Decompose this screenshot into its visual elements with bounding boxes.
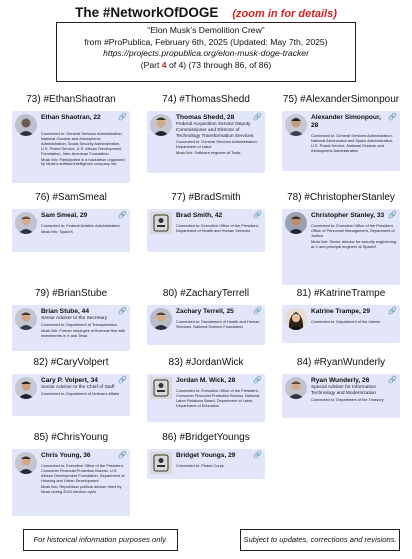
person-card[interactable] xyxy=(12,209,130,252)
link-icon[interactable]: 🔗 xyxy=(118,452,127,459)
person-photo xyxy=(15,308,37,330)
link-icon[interactable]: 🔗 xyxy=(253,114,262,121)
link-icon[interactable]: 🔗 xyxy=(388,377,397,384)
link-icon[interactable]: 🔗 xyxy=(253,212,262,219)
person-name: Brian Stube, 44 xyxy=(41,308,90,315)
person-hashtag[interactable]: 80) #ZacharyTerrell xyxy=(162,288,250,299)
person-card[interactable] xyxy=(147,111,265,173)
person-photo xyxy=(150,452,172,474)
person-photo xyxy=(15,452,37,474)
person-connections: Connected to: Federal Aviation Administration xyxy=(41,223,120,228)
person-name: Zachary Terrell, 25 xyxy=(176,308,234,315)
person-hashtag[interactable]: 83) #JordanWick xyxy=(168,357,244,368)
person-hashtag[interactable]: 81) #KatrineTrampe xyxy=(296,288,386,299)
person-photo xyxy=(285,377,307,399)
person-card[interactable] xyxy=(147,374,265,422)
source-line: from #ProPublica, February 6th, 2025 (Updated: May 7th, 2025) xyxy=(84,36,328,47)
person-name: Christopher Stanley, 33 xyxy=(311,212,385,219)
source-info-box xyxy=(56,22,356,82)
person-card[interactable] xyxy=(282,374,400,418)
person-connections: Connected to: Department of Veterans Affairs xyxy=(41,390,120,396)
person-hashtag[interactable]: 78) #ChristopherStanley xyxy=(287,192,395,203)
person-connections: Connected to: Department of the Treasury xyxy=(311,396,384,402)
person-connections: Connected to: General Services Administration, National Aeronautics and Space Administration, U.S. Postal Service, National Oceanic and Atmospheric Administration xyxy=(311,133,393,153)
link-icon[interactable]: 🔗 xyxy=(118,212,127,219)
person-photo xyxy=(285,114,307,136)
person-hashtag[interactable]: 85) #ChrisYoung xyxy=(33,432,109,443)
person-role: Senior Adviser to the Chief of Staff xyxy=(41,385,115,390)
person-card[interactable] xyxy=(282,305,400,343)
person-name: Bridget Youngs, 29 xyxy=(176,452,236,459)
person-connections: Connected to: Department of the Interior xyxy=(311,319,381,324)
part-prefix: (Part xyxy=(140,59,160,70)
person-card[interactable] xyxy=(147,209,265,252)
person-name: Sam Smeal, 29 xyxy=(41,212,88,219)
person-name: Brad Smith, 42 xyxy=(176,212,223,219)
person-connections: Connected to: General Services Administration, Department of Labor xyxy=(176,139,258,150)
person-name: Jordan M. Wick, 28 xyxy=(176,377,236,384)
link-icon[interactable]: 🔗 xyxy=(253,308,262,315)
person-connections: Connected to: General Services Administration, National Oceanic and Atmospheric Administration, Social Security Administration, U.S. Postal Service, U.S. African Development Foundation, Inter-American Foundation xyxy=(41,131,123,156)
person-photo xyxy=(150,308,172,330)
disclaimer-box: For historical information purposes only. xyxy=(23,529,178,551)
person-musk-link: Musk link: Participated in a hackathon organized by Musk's artificial intelligence company xAI xyxy=(41,156,125,167)
person-musk-link: Musk link: Republican political adviser hired by Musk during 2024 election cycle xyxy=(41,483,122,494)
part-suffix: of 4) (73 through 86, of 86) xyxy=(168,59,272,70)
person-hashtag[interactable]: 73) #EthanShaotran xyxy=(26,94,116,105)
link-icon[interactable]: 🔗 xyxy=(118,377,127,384)
person-role: Senior Adviser to the Secretary xyxy=(41,316,108,321)
person-hashtag[interactable]: 84) #RyanWunderly xyxy=(296,357,386,368)
person-musk-link: Musk link: Senior director for security engineering at X and principal engineer at SpaceX xyxy=(311,238,397,249)
page-title: The #NetworkOfDOGE xyxy=(75,5,219,20)
person-card[interactable] xyxy=(282,209,400,285)
source-url[interactable]: https://projects.propublica.org/elon-musk-doge-tracker xyxy=(103,48,309,59)
person-name: Ethan Shaotran, 22 xyxy=(41,114,101,121)
person-connections: Connected to: Department of Health and Human Services, National Science Foundation xyxy=(176,319,260,329)
person-photo xyxy=(285,212,307,234)
person-connections: Connected to: Executive Office of the President, Office of Personnel Management, Department of Justice xyxy=(311,223,395,238)
person-photo xyxy=(15,377,37,399)
link-icon[interactable]: 🔗 xyxy=(388,114,397,121)
header xyxy=(0,4,412,22)
link-icon[interactable]: 🔗 xyxy=(388,308,397,315)
person-card[interactable] xyxy=(12,374,130,416)
revision-note-box: Subject to updates, corrections and revisions. xyxy=(240,529,400,551)
subtitle: “Elon Musk’s Demolition Crew” xyxy=(147,25,265,35)
person-card[interactable] xyxy=(282,111,400,171)
person-connections: Connected to: Executive Office of the President, Consumer Financial Protection Bureau, National Labor Relations Board, Department of Labor, Department of Education xyxy=(176,388,260,408)
person-connections: Connected to: Peace Corps xyxy=(176,463,224,468)
person-photo xyxy=(150,114,172,136)
link-icon[interactable]: 🔗 xyxy=(253,452,262,459)
person-photo xyxy=(15,212,37,234)
person-role: Special Adviser for Information Technology and Modernization xyxy=(311,385,377,396)
person-hashtag[interactable]: 74) #ThomasShedd xyxy=(162,94,250,105)
person-hashtag[interactable]: 79) #BrianStube xyxy=(34,288,108,299)
link-icon[interactable]: 🔗 xyxy=(118,114,127,121)
person-card[interactable] xyxy=(147,305,265,345)
person-role: Federal Acquisition Service Deputy Commissioner and Director of Technology Transformation Services xyxy=(176,122,254,139)
person-musk-link: Musk link: Software engineer at Tesla xyxy=(176,150,241,156)
person-photo xyxy=(150,377,172,399)
link-icon[interactable]: 🔗 xyxy=(253,377,262,384)
person-connections: Connected to: Executive Office of the President, Department of Health and Human Services xyxy=(176,223,259,233)
person-hashtag[interactable]: 75) #AlexanderSimonpour xyxy=(282,94,400,105)
person-hashtag[interactable]: 86) #BridgetYoungs xyxy=(162,432,250,443)
person-card[interactable] xyxy=(147,449,265,479)
person-name: Thomas Shedd, 28 xyxy=(176,114,235,121)
person-name: Cary P. Volpert, 34 xyxy=(41,377,98,384)
person-card[interactable] xyxy=(12,305,130,351)
person-connections: Connected to: Department of Transportation xyxy=(41,321,117,327)
zoom-note: (zoom in for details) xyxy=(232,8,337,20)
person-name: Ryan Wunderly, 26 xyxy=(311,377,370,384)
person-name: Chris Young, 36 xyxy=(41,452,91,459)
person-hashtag[interactable]: 76) #SamSmeal xyxy=(35,192,107,203)
person-name: Katrine Trampe, 29 xyxy=(311,308,371,315)
part-line xyxy=(57,60,355,72)
person-musk-link: Musk link: Former employee of financial firm with investments in X and Tesla xyxy=(41,327,126,338)
person-photo xyxy=(150,212,172,234)
person-photo xyxy=(15,114,37,136)
person-card[interactable] xyxy=(12,111,130,183)
person-connections: Connected to: Executive Office of the President, Consumer Financial Protection Bureau, U.S. African Development Foundation, Department of Housing and Urban Development xyxy=(41,463,125,483)
person-photo xyxy=(285,308,307,330)
person-hashtag[interactable]: 82) #CaryVolpert xyxy=(33,357,109,368)
person-musk-link: Musk link: SpaceX xyxy=(41,228,74,234)
part-number: 4 xyxy=(161,59,167,70)
person-name: Alexander Simonpour, 28 xyxy=(311,114,381,129)
person-hashtag[interactable]: 77) #BradSmith xyxy=(171,192,241,203)
link-icon[interactable]: 🔗 xyxy=(118,308,127,315)
link-icon[interactable]: 🔗 xyxy=(388,212,397,219)
person-card[interactable] xyxy=(12,449,130,516)
